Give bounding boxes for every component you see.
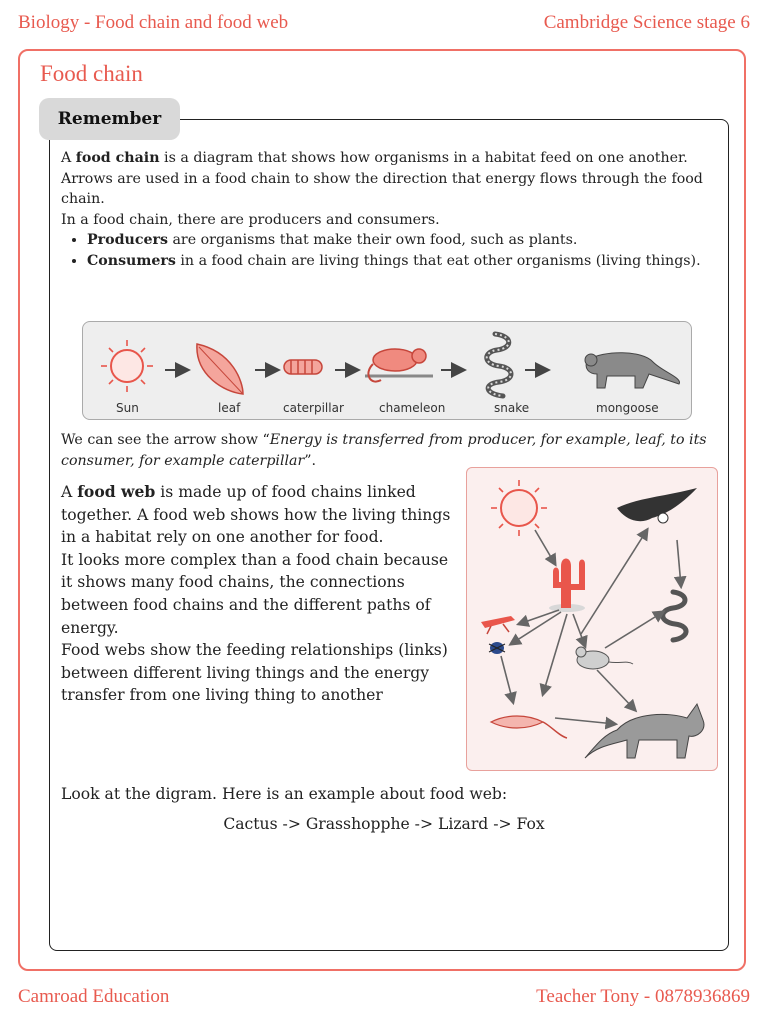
cactus-icon [549,559,585,613]
look-text: Look at the digram. Here is an example about food web: [61,785,508,803]
food-web-paragraph-3: Food webs show the feeding relationships (links) between different living things and the energy transfer from one living thing to another [61,641,448,705]
food-web-diagram [466,467,718,771]
label-sun: Sun [116,401,139,415]
eagle-icon [617,488,697,523]
term-food-chain: food chain [75,150,160,166]
mongoose-icon [585,353,680,388]
sun-icon [491,480,547,536]
grasshopper-icon [481,616,515,634]
term-food-web: food web [77,482,156,501]
lizard-icon [491,716,567,738]
footer-contact: Teacher Tony - 0878936869 [536,986,750,1007]
food-web-drawing [467,468,717,770]
example-chain: Cactus -> Grasshopphe -> Lizard -> Fox [223,815,545,833]
intro-bullets [61,230,711,271]
fox-icon [585,704,704,758]
sun-icon [101,340,153,392]
snake-icon [487,334,511,396]
food-chain-diagram [82,321,692,420]
intro-paragraph-1: A food chain is a diagram that shows how organisms in a habitat feed on one another. Arrows are used in a food chain to show the direction that energy flows through the food chain. [61,150,703,207]
label-chameleon: chameleon [379,401,446,415]
snake-icon [663,592,686,640]
intro-paragraph-2: In a food chain, there are producers and consumers. [61,211,440,228]
bullet-producers: • Producers are organisms that make their own food, such as plants. [87,230,711,251]
mouse-icon [576,647,633,669]
bullet-consumers: • Consumers in a food chain are living things that eat other organisms (living things). [87,251,711,272]
header-course: Cambridge Science stage 6 [543,12,750,33]
intro-text [61,148,711,271]
arrow-explanation: We can see the arrow show “Energy is transferred from producer, for example, leaf, to its consumer, for example caterpillar”. [61,432,707,469]
caterpillar-icon [284,360,322,374]
section-title: Food chain [40,61,143,86]
energy-transfer-quote: Energy is transferred from producer, for example, leaf, to its consumer, for example caterpillar [61,432,707,469]
food-web-paragraph-2: It looks more complex than a food chain because it shows many food chains, the connections between food chains and the different paths of energy. [61,550,449,637]
remember-tab: Remember [39,98,180,140]
beetle-icon [489,642,505,654]
label-mongoose: mongoose [596,401,659,415]
label-leaf: leaf [218,401,241,415]
food-web-paragraph-1: A food web is made up of food chains linked together. A food web shows how the living things in a habitat rely on one another for food. [61,482,451,547]
header-subject: Biology - Food chain and food web [18,12,289,33]
chameleon-icon [365,349,433,382]
label-caterpillar: caterpillar [283,401,344,415]
food-web-text [61,481,461,707]
leaf-icon [197,344,243,394]
footer-organization: Camroad Education [18,986,170,1007]
label-snake: snake [494,401,530,415]
